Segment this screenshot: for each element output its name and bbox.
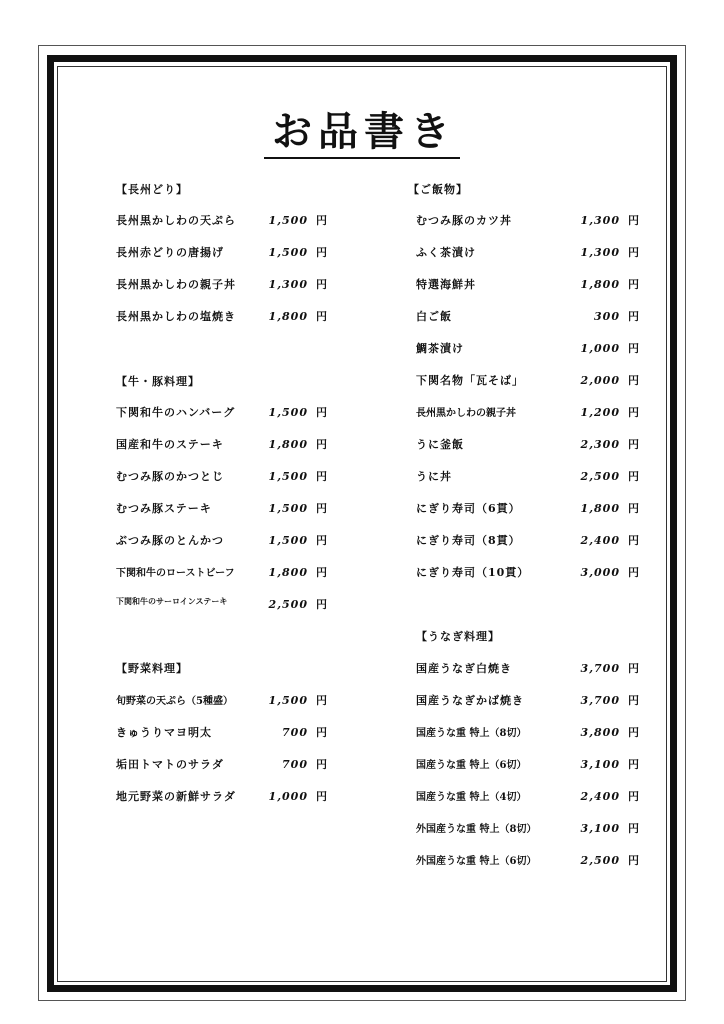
item-name: 国産うなぎかば焼き	[416, 694, 524, 707]
item-price: 2,400 円	[580, 534, 640, 547]
menu-item	[116, 788, 328, 808]
item-name: 国産和牛のステーキ	[116, 438, 224, 451]
inner-border	[57, 66, 667, 982]
menu-title-wrap	[0, 100, 724, 157]
menu-item	[416, 436, 640, 456]
item-price: 2,500 円	[268, 598, 328, 611]
item-price: 1,300 円	[580, 246, 640, 259]
menu-item	[116, 276, 328, 296]
item-name: むつみ豚ステーキ	[116, 502, 212, 515]
item-price: 3,100 円	[580, 758, 640, 771]
menu-item	[116, 468, 328, 488]
menu-item	[416, 532, 640, 552]
item-price: 1,500 円	[268, 534, 328, 547]
item-name: にぎり寿司（6貫）	[416, 502, 521, 515]
section-heading-vegetables: 【野菜料理】	[116, 662, 188, 675]
item-price: 1,000 円	[580, 342, 640, 355]
menu-item	[116, 596, 328, 616]
menu-item	[116, 404, 328, 424]
menu-item	[416, 500, 640, 520]
menu-item	[116, 212, 328, 232]
menu-item	[116, 756, 328, 776]
menu-item	[416, 756, 640, 776]
menu-item	[416, 340, 640, 360]
menu-item	[416, 660, 640, 680]
item-name: 垢田トマトのサラダ	[116, 758, 224, 771]
item-name: ふく茶漬け	[416, 246, 476, 259]
menu-item	[416, 468, 640, 488]
item-price: 1,800 円	[268, 310, 328, 323]
item-price: 2,500 円	[580, 854, 640, 867]
item-name: 長州赤どりの唐揚げ	[116, 246, 224, 259]
item-price: 3,700 円	[580, 694, 640, 707]
item-price: 3,100 円	[580, 822, 640, 835]
item-name: 地元野菜の新鮮サラダ	[116, 790, 236, 803]
menu-item	[416, 244, 640, 264]
item-name: 国産うなぎ白焼き	[416, 662, 512, 675]
item-name: 長州黒かしわの塩焼き	[116, 310, 236, 323]
item-name: 下関和牛のローストビーフ	[116, 568, 235, 579]
item-name: 下関和牛のサーロインステーキ	[116, 596, 228, 606]
item-price: 1,500 円	[268, 214, 328, 227]
item-price: 1,800 円	[580, 502, 640, 515]
item-name: 国産うな重 特上（4切）	[416, 792, 527, 803]
item-price: 1,800 円	[580, 278, 640, 291]
menu-item	[416, 308, 640, 328]
item-name: 旬野菜の天ぷら（5種盛）	[116, 696, 233, 707]
item-price: 2,400 円	[580, 790, 640, 803]
item-name: 外国産うな重 特上（6切）	[416, 856, 537, 867]
section-heading-eel: 【うなぎ料理】	[416, 630, 500, 643]
item-price: 1,300 円	[268, 278, 328, 291]
menu-item	[116, 244, 328, 264]
menu-item	[416, 724, 640, 744]
menu-item	[416, 564, 640, 584]
menu-item	[116, 724, 328, 744]
item-name: にぎり寿司（10貫）	[416, 566, 530, 579]
item-price: 1,300 円	[580, 214, 640, 227]
item-name: ぶつみ豚のとんかつ	[116, 534, 224, 547]
item-price: 1,500 円	[268, 694, 328, 707]
menu-item	[116, 564, 328, 584]
item-name: 長州黒かしわの親子丼	[116, 278, 236, 291]
menu-item	[416, 212, 640, 232]
item-price: 3,700 円	[580, 662, 640, 675]
item-price: 700 円	[282, 758, 328, 771]
item-price: 1,500 円	[268, 246, 328, 259]
menu-item	[416, 852, 640, 872]
item-price: 1,500 円	[268, 502, 328, 515]
item-name: 長州黒かしわの天ぷら	[116, 214, 236, 227]
item-price: 1,000 円	[268, 790, 328, 803]
item-price: 700 円	[282, 726, 328, 739]
item-price: 1,500 円	[268, 406, 328, 419]
section-heading-rice-dishes: 【ご飯物】	[408, 183, 468, 196]
menu-item	[116, 500, 328, 520]
item-price: 2,500 円	[580, 470, 640, 483]
item-name: むつみ豚のかつとじ	[116, 470, 224, 483]
item-price: 1,200 円	[580, 406, 640, 419]
menu-item	[416, 372, 640, 392]
item-name: 下関名物「瓦そば」	[416, 374, 524, 387]
menu-item	[116, 308, 328, 328]
menu-item	[416, 404, 640, 424]
item-name: 特選海鮮丼	[416, 278, 476, 291]
item-price: 2,000 円	[580, 374, 640, 387]
menu-item	[116, 532, 328, 552]
section-heading-choshu-chicken: 【長州どり】	[116, 183, 188, 196]
section-heading-beef-pork: 【牛・豚料理】	[116, 375, 200, 388]
item-name: うに丼	[416, 470, 452, 483]
item-name: うに釜飯	[416, 438, 464, 451]
item-price: 3,000 円	[580, 566, 640, 579]
item-name: 長州黒かしわの親子丼	[416, 408, 516, 419]
menu-title: お品書き	[264, 108, 460, 159]
menu-item	[116, 436, 328, 456]
item-name: きゅうりマヨ明太	[116, 726, 212, 739]
item-price: 300 円	[594, 310, 640, 323]
menu-item	[416, 788, 640, 808]
item-name: 下関和牛のハンバーグ	[116, 406, 236, 419]
item-name: 国産うな重 特上（6切）	[416, 760, 527, 771]
item-price: 2,300 円	[580, 438, 640, 451]
item-name: 白ご飯	[416, 310, 452, 323]
menu-item	[416, 692, 640, 712]
item-name: むつみ豚のカツ丼	[416, 214, 512, 227]
menu-item	[416, 820, 640, 840]
item-price: 1,800 円	[268, 438, 328, 451]
item-name: にぎり寿司（8貫）	[416, 534, 521, 547]
item-name: 外国産うな重 特上（8切）	[416, 824, 537, 835]
item-price: 1,500 円	[268, 470, 328, 483]
item-name: 国産うな重 特上（8切）	[416, 728, 527, 739]
item-price: 1,800 円	[268, 566, 328, 579]
item-name: 鯛茶漬け	[416, 342, 464, 355]
menu-item	[416, 276, 640, 296]
item-price: 3,800 円	[580, 726, 640, 739]
menu-item	[116, 692, 328, 712]
